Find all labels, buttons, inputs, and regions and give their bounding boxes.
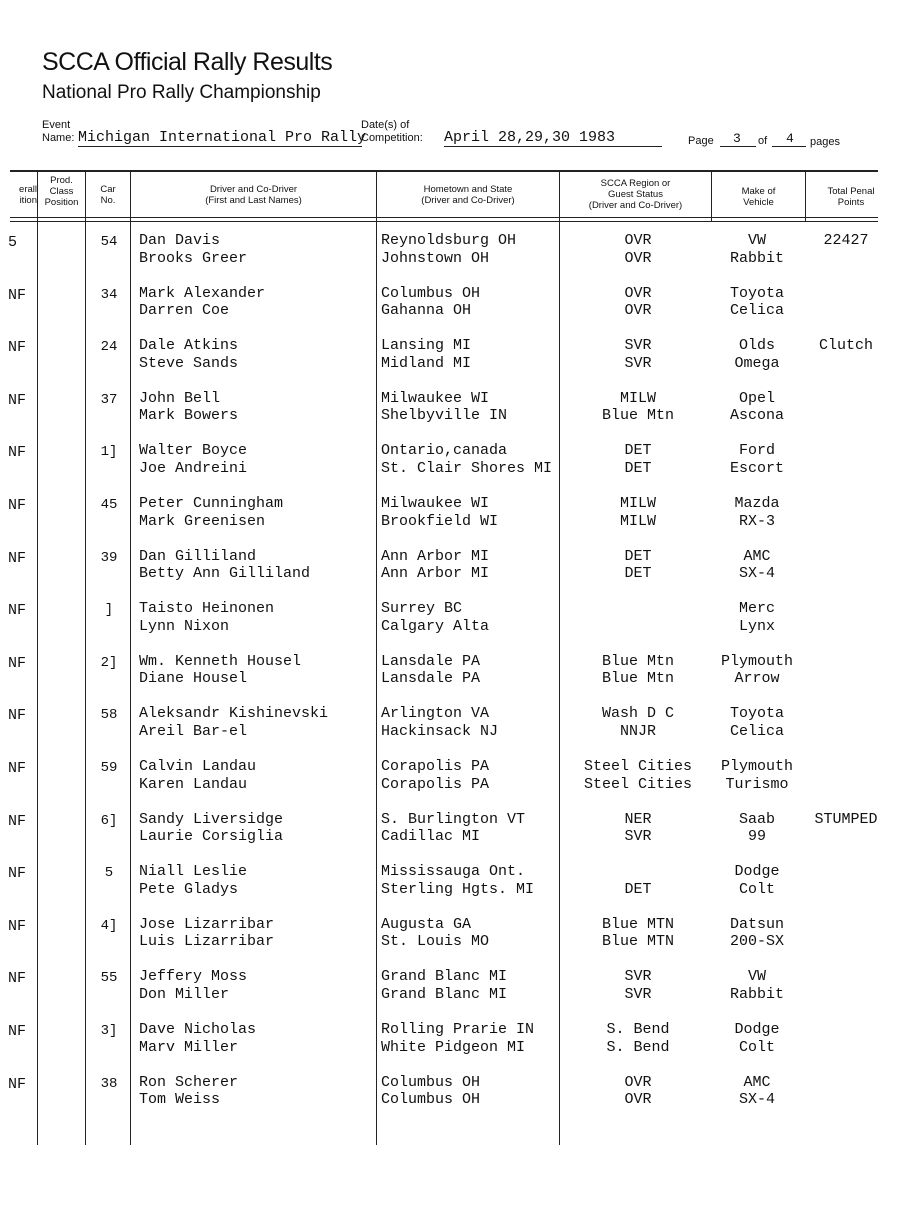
table-row	[0, 390, 900, 442]
vehicle-model: SX-4	[738, 565, 775, 583]
codriver-name: Pete Gladys	[139, 880, 239, 898]
overall-position: NF	[8, 812, 27, 830]
codriver-region: SVR	[624, 354, 652, 372]
vehicle-model: Arrow	[734, 670, 780, 688]
penalty-points: Clutch	[818, 337, 873, 355]
table-top-rule	[10, 170, 878, 172]
codriver-hometown: Grand Blanc MI	[381, 985, 508, 1003]
vehicle	[712, 390, 802, 425]
car-number: 6]	[100, 812, 118, 829]
driver-names	[139, 758, 256, 793]
driver-names	[139, 1074, 238, 1109]
codriver-name: Areil Bar-el	[139, 722, 248, 740]
vehicle-make: Toyota	[729, 284, 784, 302]
driver-hometown: Lansdale PA	[381, 652, 481, 670]
vehicle-make: Dodge	[734, 863, 780, 881]
overall-position: NF	[8, 602, 27, 620]
codriver-hometown: Sterling Hgts. MI	[381, 880, 535, 898]
codriver-name: Laurie Corsiglia	[139, 828, 284, 846]
table-row	[0, 916, 900, 968]
driver-names	[139, 337, 238, 372]
vehicle-make: Plymouth	[720, 652, 793, 670]
codriver-name: Betty Ann Gilliland	[139, 565, 311, 583]
vehicle	[712, 811, 802, 846]
codriver-name: Don Miller	[139, 985, 230, 1003]
codriver-name: Luis Lizarribar	[139, 933, 275, 951]
driver-region: SVR	[624, 968, 652, 986]
hometowns	[381, 863, 534, 898]
col-header-car-no: Car No.	[100, 184, 116, 206]
codriver-hometown: White Pidgeon MI	[381, 1038, 526, 1056]
table-row	[0, 548, 900, 600]
driver-names	[139, 916, 274, 951]
codriver-hometown: Shelbyville IN	[381, 407, 508, 425]
driver-name: Sandy Liversidge	[139, 810, 284, 828]
table-row	[0, 705, 900, 757]
codriver-name: Tom Weiss	[139, 1091, 221, 1109]
regions	[566, 232, 710, 267]
vehicle	[712, 495, 802, 530]
driver-hometown: Milwaukee WI	[381, 389, 490, 407]
codriver-name: Karen Landau	[139, 775, 248, 793]
vehicle	[712, 1074, 802, 1109]
codriver-hometown: St. Louis MO	[381, 933, 490, 951]
driver-hometown: Columbus OH	[381, 284, 481, 302]
driver-region: DET	[624, 547, 652, 565]
driver-name: Calvin Landau	[139, 758, 257, 775]
regions	[566, 337, 710, 372]
penalty-points: STUMPED	[814, 810, 878, 828]
event-label: Event	[42, 119, 71, 131]
vehicle-make: Opel	[738, 389, 775, 407]
driver-hometown: Milwaukee WI	[381, 495, 490, 512]
driver-region: OVR	[624, 232, 652, 249]
vehicle-model: RX-3	[738, 512, 775, 530]
table-header-rule-double	[10, 221, 878, 222]
overall-position: NF	[8, 970, 27, 988]
driver-region: DET	[624, 442, 652, 460]
vehicle	[712, 758, 802, 793]
vehicle	[712, 705, 802, 740]
overall-position: NF	[8, 286, 27, 304]
regions	[566, 811, 710, 846]
codriver-region: OVR	[624, 249, 652, 267]
regions	[566, 1074, 710, 1109]
codriver-region: Blue Mtn	[601, 670, 674, 688]
driver-region: SVR	[624, 337, 652, 355]
driver-names	[139, 968, 247, 1003]
vehicle-model: Turismo	[725, 775, 789, 793]
codriver-region: DET	[624, 565, 652, 583]
vehicle-make: VW	[747, 232, 766, 249]
overall-position: NF	[8, 391, 27, 409]
driver-region: MILW	[619, 389, 656, 407]
vehicle-model: Rabbit	[729, 985, 784, 1003]
codriver-hometown: Brookfield WI	[381, 512, 499, 530]
hometowns	[381, 337, 471, 372]
table-row	[0, 811, 900, 863]
codriver-region: NNJR	[619, 722, 656, 740]
vehicle-model: Lynx	[738, 617, 775, 635]
regions	[566, 968, 710, 1003]
vehicle	[712, 916, 802, 951]
driver-region	[566, 863, 710, 881]
regions	[566, 758, 710, 793]
hometowns	[381, 811, 525, 846]
driver-names	[139, 1021, 256, 1056]
vehicle-model: Colt	[738, 1038, 775, 1056]
vehicle-model: 99	[747, 828, 766, 846]
vehicle-make: Toyota	[729, 705, 784, 723]
hometowns	[381, 968, 507, 1003]
driver-name: Jeffery Moss	[139, 968, 248, 986]
codriver-hometown: Columbus OH	[381, 1091, 481, 1109]
codriver-hometown: Corapolis PA	[381, 775, 490, 793]
codriver-region: Blue MTN	[601, 933, 674, 951]
regions	[566, 916, 710, 951]
total-pages: 4	[786, 131, 794, 146]
regions	[566, 285, 710, 320]
regions	[566, 600, 710, 618]
driver-name: Mark Alexander	[139, 284, 266, 302]
overall-position: NF	[8, 1075, 27, 1093]
driver-name: Peter Cunningham	[139, 495, 284, 512]
codriver-region: Steel Cities	[583, 775, 693, 793]
car-number: 5	[104, 865, 114, 882]
codriver-region: OVR	[624, 1091, 652, 1109]
table-row	[0, 653, 900, 705]
vehicle	[712, 232, 802, 267]
driver-names	[139, 442, 247, 477]
driver-hometown: Ontario,canada	[381, 442, 508, 460]
overall-position: NF	[8, 1023, 27, 1040]
car-number: 34	[100, 286, 118, 303]
car-number: 54	[100, 234, 118, 250]
vehicle-make: Datsun	[729, 915, 784, 933]
overall-position: NF	[8, 654, 27, 672]
page-label: Page	[688, 135, 714, 147]
driver-region: Steel Cities	[583, 758, 693, 775]
car-number: 4]	[100, 917, 118, 934]
table-row	[0, 442, 900, 494]
codriver-hometown: St. Clair Shores MI	[381, 459, 553, 477]
hometowns	[381, 653, 480, 688]
regions	[566, 495, 710, 530]
driver-name: Walter Boyce	[139, 442, 248, 460]
driver-hometown: Ann Arbor MI	[381, 547, 490, 565]
driver-name: Dave Nicholas	[139, 1021, 257, 1038]
codriver-hometown: Cadillac MI	[381, 828, 481, 846]
codriver-hometown: Ann Arbor MI	[381, 565, 490, 583]
codriver-region: SVR	[624, 985, 652, 1003]
event-name-label: Name:	[42, 132, 75, 144]
driver-hometown: Surrey BC	[381, 600, 463, 618]
codriver-hometown: Hackinsack NJ	[381, 722, 499, 740]
col-header-region: SCCA Region or Guest Status (Driver and Co-Driver)	[588, 178, 683, 211]
col-header-prod-class: Prod. Class Position	[44, 175, 79, 208]
driver-hometown: Lansing MI	[381, 337, 472, 355]
driver-region: Blue MTN	[601, 915, 674, 933]
col-header-overall: erall ition	[19, 184, 37, 206]
car-number: 24	[100, 339, 118, 356]
document-subtitle: National Pro Rally Championship	[42, 82, 321, 103]
car-number: 58	[100, 707, 118, 724]
codriver-name: Darren Coe	[139, 302, 230, 320]
driver-hometown: Augusta GA	[381, 915, 472, 933]
total-pages-underline	[772, 146, 806, 147]
car-number: 59	[100, 760, 118, 776]
overall-position: NF	[8, 339, 27, 357]
vehicle	[712, 337, 802, 372]
vehicle-model: Celica	[729, 302, 784, 320]
dates-underline	[444, 146, 662, 147]
vehicle	[712, 653, 802, 688]
codriver-region: DET	[624, 459, 652, 477]
vehicle-make: VW	[747, 968, 766, 986]
vehicle	[712, 548, 802, 583]
vehicle	[712, 968, 802, 1003]
vehicle-make: AMC	[743, 547, 771, 565]
of-label: of	[758, 135, 768, 147]
codriver-name: Marv Miller	[139, 1038, 239, 1056]
driver-name: John Bell	[139, 389, 221, 407]
driver-names	[139, 705, 328, 740]
overall-position: NF	[8, 444, 27, 462]
car-number: 37	[100, 391, 118, 408]
page-number: 3	[733, 131, 741, 146]
hometowns	[381, 600, 489, 635]
driver-hometown: Reynoldsburg OH	[381, 232, 517, 249]
codriver-hometown: Calgary Alta	[381, 617, 490, 635]
driver-name: Jose Lizarribar	[139, 915, 275, 933]
vehicle	[712, 600, 802, 635]
driver-names	[139, 653, 301, 688]
vehicle	[712, 442, 802, 477]
overall-position: 5	[8, 234, 18, 251]
dates-value: April 28,29,30 1983	[444, 129, 616, 146]
table-row	[0, 495, 900, 547]
table-row	[0, 758, 900, 810]
regions	[566, 442, 710, 477]
driver-names	[139, 495, 283, 530]
driver-names	[139, 232, 247, 267]
driver-hometown: Arlington VA	[381, 705, 490, 723]
codriver-hometown: Johnstown OH	[381, 249, 490, 267]
event-name-underline	[78, 146, 362, 147]
car-number: 1]	[100, 444, 118, 461]
vehicle	[712, 863, 802, 898]
hometowns	[381, 758, 489, 793]
driver-hometown: Mississauga Ont.	[381, 863, 526, 881]
driver-region: OVR	[624, 284, 652, 302]
codriver-name: Joe Andreini	[139, 459, 248, 477]
vehicle-model: Rabbit	[729, 249, 784, 267]
hometowns	[381, 285, 480, 320]
driver-name: Dale Atkins	[139, 337, 239, 355]
table-row	[0, 337, 900, 389]
vehicle-make: Ford	[738, 442, 775, 460]
event-name-value: Michigan International Pro Rally	[78, 129, 367, 146]
table-row	[0, 285, 900, 337]
table-row	[0, 1074, 900, 1126]
regions	[566, 705, 710, 740]
driver-hometown: Grand Blanc MI	[381, 968, 508, 986]
vehicle-make: Plymouth	[720, 758, 793, 775]
codriver-name: Lynn Nixon	[139, 617, 230, 635]
car-number: 39	[100, 549, 118, 566]
col-header-make: Make of Vehicle	[741, 186, 776, 208]
driver-names	[139, 285, 265, 320]
vehicle-make: Dodge	[734, 1021, 780, 1038]
driver-hometown: S. Burlington VT	[381, 810, 526, 828]
driver-names	[139, 390, 238, 425]
driver-hometown: Corapolis PA	[381, 758, 490, 775]
car-number: 38	[100, 1075, 118, 1092]
table-row	[0, 863, 900, 915]
codriver-hometown: Midland MI	[381, 354, 472, 372]
vehicle-model: SX-4	[738, 1091, 775, 1109]
driver-region: Wash D C	[601, 705, 674, 723]
driver-region: S. Bend	[606, 1021, 670, 1038]
driver-region: MILW	[619, 495, 656, 512]
vehicle	[712, 285, 802, 320]
driver-region: OVR	[624, 1073, 652, 1091]
car-number: 2]	[100, 654, 118, 671]
driver-name: Niall Leslie	[139, 863, 248, 881]
codriver-name: Brooks Greer	[139, 249, 248, 267]
penalty-points: 22427	[823, 232, 869, 249]
hometowns	[381, 232, 516, 267]
driver-names	[139, 600, 274, 635]
driver-names	[139, 548, 310, 583]
overall-position: NF	[8, 497, 27, 514]
driver-name: Dan Gilliland	[139, 547, 257, 565]
driver-hometown: Columbus OH	[381, 1073, 481, 1091]
overall-position: NF	[8, 707, 27, 725]
codriver-hometown: Lansdale PA	[381, 670, 481, 688]
driver-name: Wm. Kenneth Housel	[139, 652, 302, 670]
driver-name: Dan Davis	[139, 232, 221, 249]
driver-region	[566, 600, 710, 618]
competition-label: Competition:	[361, 132, 423, 144]
vehicle-model: 200-SX	[729, 933, 784, 951]
codriver-name: Mark Bowers	[139, 407, 239, 425]
codriver-hometown: Gahanna OH	[381, 302, 472, 320]
hometowns	[381, 548, 489, 583]
codriver-region: DET	[624, 880, 652, 898]
table-header-rule	[10, 217, 878, 218]
codriver-region: SVR	[624, 828, 652, 846]
dates-label: Date(s) of	[361, 119, 410, 131]
pages-label: pages	[810, 136, 840, 148]
hometowns	[381, 390, 507, 425]
vehicle-make: AMC	[743, 1073, 771, 1091]
codriver-region: S. Bend	[606, 1038, 670, 1056]
driver-name: Ron Scherer	[139, 1073, 239, 1091]
vehicle-model: Colt	[738, 880, 775, 898]
regions	[566, 653, 710, 688]
vehicle-model: Celica	[729, 722, 784, 740]
table-row	[0, 968, 900, 1020]
table-row	[0, 232, 900, 284]
vehicle-make: Saab	[738, 810, 775, 828]
col-header-points: Total Penal Points	[827, 186, 875, 208]
codriver-name: Mark Greenisen	[139, 512, 266, 530]
vehicle-model: Omega	[734, 354, 780, 372]
driver-region: NER	[624, 810, 652, 828]
car-number: ]	[104, 602, 114, 619]
regions	[566, 1021, 710, 1056]
col-header-hometown: Hometown and State (Driver and Co-Driver)	[421, 184, 515, 206]
regions	[566, 390, 710, 425]
hometowns	[381, 705, 498, 740]
table-row	[0, 600, 900, 652]
hometowns	[381, 916, 489, 951]
regions	[566, 548, 710, 583]
vehicle-model: Escort	[729, 459, 784, 477]
car-number: 55	[100, 970, 118, 987]
codriver-region: MILW	[619, 512, 656, 530]
driver-names	[139, 863, 247, 898]
hometowns	[381, 442, 552, 477]
document-title: SCCA Official Rally Results	[42, 48, 333, 76]
car-number: 3]	[100, 1023, 118, 1039]
driver-name: Taisto Heinonen	[139, 600, 275, 618]
hometowns	[381, 1021, 534, 1056]
driver-names	[139, 811, 283, 846]
car-number: 45	[100, 497, 118, 513]
codriver-region: Blue Mtn	[601, 407, 674, 425]
overall-position: NF	[8, 760, 27, 777]
driver-hometown: Rolling Prarie IN	[381, 1021, 535, 1038]
vehicle-make: Olds	[738, 337, 775, 355]
page-number-underline	[720, 146, 756, 147]
codriver-region: OVR	[624, 302, 652, 320]
driver-name: Aleksandr Kishinevski	[139, 705, 329, 723]
table-row	[0, 1021, 900, 1073]
col-header-driver: Driver and Co-Driver (First and Last Names)	[205, 184, 302, 206]
hometowns	[381, 1074, 480, 1109]
vehicle-make: Merc	[738, 600, 775, 618]
hometowns	[381, 495, 498, 530]
overall-position: NF	[8, 865, 27, 883]
regions	[566, 863, 710, 898]
overall-position: NF	[8, 917, 27, 935]
codriver-name: Steve Sands	[139, 354, 239, 372]
vehicle	[712, 1021, 802, 1056]
codriver-name: Diane Housel	[139, 670, 248, 688]
vehicle-model: Ascona	[729, 407, 784, 425]
overall-position: NF	[8, 549, 27, 567]
driver-region: Blue Mtn	[601, 652, 674, 670]
vehicle-make: Mazda	[734, 495, 780, 512]
